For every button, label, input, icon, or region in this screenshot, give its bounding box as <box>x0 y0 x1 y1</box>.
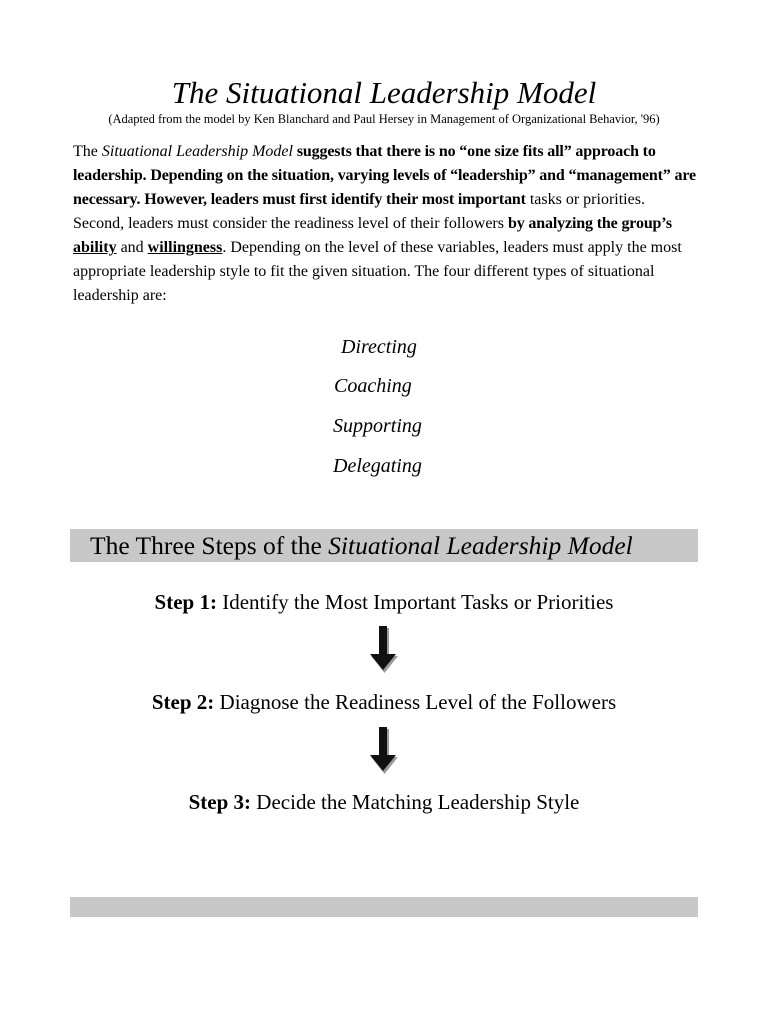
intro-text-2: tasks or priorities. Second, leaders must consider the readiness level of their followers <box>73 191 645 232</box>
style-delegating: Delegating <box>333 455 422 477</box>
step-2-text: Diagnose the Readiness Level of the Followers <box>214 690 617 714</box>
step-2-label: Step 2: <box>151 690 215 714</box>
step-2 <box>0 688 768 716</box>
step-1-label: Step 1: <box>154 590 217 614</box>
page-subtitle: (Adapted from the model by Ken Blanchard and Paul Hersey in Management of Organizational Behavior, '96) <box>108 112 660 126</box>
style-supporting: Supporting <box>333 415 422 437</box>
intro-text-1: The <box>73 143 102 160</box>
intro-paragraph <box>73 140 698 308</box>
intro-text-3: . Depending on the level of these variables, leaders must apply the most appropriate leadership style to fit the given situation. The four different types of situational leadership are: <box>73 239 682 304</box>
intro-willingness: willingness <box>147 239 223 256</box>
down-arrow-icon <box>367 626 401 674</box>
intro-ability: ability <box>73 239 117 256</box>
step-3-label: Step 3: <box>188 790 252 814</box>
down-arrow-icon <box>367 727 401 775</box>
style-directing: Directing <box>341 336 417 358</box>
intro-bold-text-2: by analyzing the group’s <box>507 215 672 232</box>
style-coaching: Coaching <box>334 375 412 397</box>
intro-bold-text: suggests that there is no “one size fits all” approach to leadership. Depending on the situation, varying levels of “leadership” and “management” are necessary. However, leaders must first identify their most important <box>73 143 696 208</box>
intro-and: and <box>116 239 148 256</box>
step-1 <box>0 588 768 616</box>
step-1-text: Identify the Most Important Tasks or Priorities <box>216 590 614 614</box>
intro-model-name: Situational Leadership Model <box>101 143 293 160</box>
step-3-text: Decide the Matching Leadership Style <box>251 790 580 814</box>
steps-heading-emphasis: Situational Leadership Model <box>328 531 633 560</box>
page-title: The Situational Leadership Model <box>171 75 597 110</box>
footer-band <box>70 897 698 917</box>
step-3 <box>0 788 768 816</box>
steps-heading-prefix: The Three Steps of the <box>90 531 329 560</box>
steps-heading <box>90 529 633 563</box>
